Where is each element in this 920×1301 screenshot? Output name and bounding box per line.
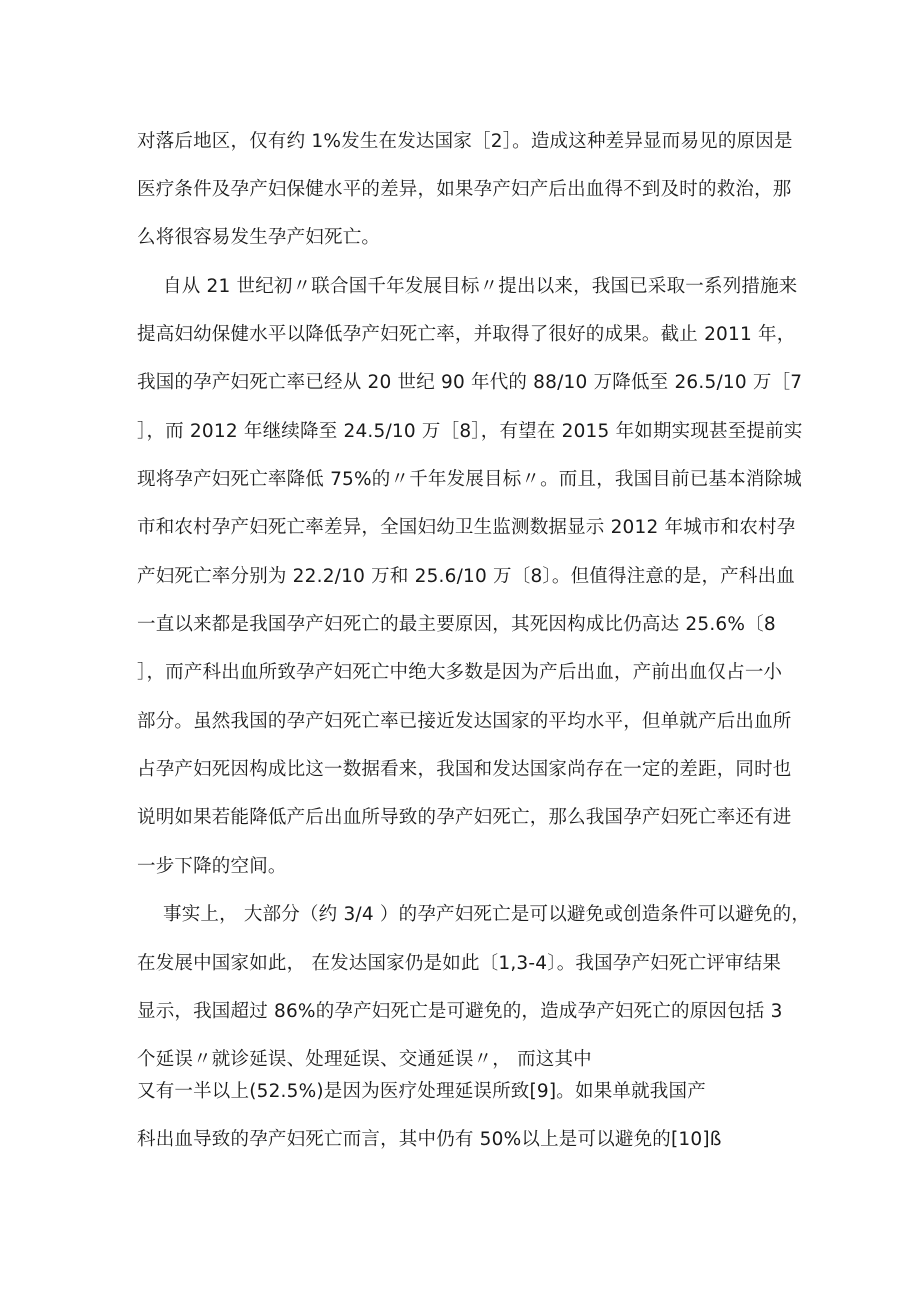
text-line: 现将孕产妇死亡率降低 75%的〃千年发展目标〃。而且，我国目前已基本消除城 [137, 469, 802, 490]
text-line: 医疗条件及孕产妇保健水平的差异，如果孕产妇产后出血得不到及时的救治，那 [137, 179, 792, 200]
text-line: 对落后地区，仅有约 1%发生在发达国家［2］。造成这种差异显而易见的原因是 [137, 131, 793, 152]
text-line: 在发展中国家如此， 在发达国家仍是如此〔1,3-4〕。我国孕产妇死亡评审结果 [137, 953, 782, 974]
text-line: 我国的孕产妇死亡率已经从 20 世纪 90 年代的 88/10 万降低至 26.5/10 万［7 [137, 372, 803, 393]
text-line: 一步下降的空间。 [137, 856, 287, 877]
text-line: 显示，我国超过 86%的孕产妇死亡是可避免的，造成孕产妇死亡的原因包括 3 [137, 1001, 783, 1022]
text-line: 产妇死亡率分别为 22.2/10 万和 25.6/10 万〔8〕。但值得注意的是，产科出血 [137, 566, 795, 587]
text-line: 市和农村孕产妇死亡率差异，全国妇幼卫生监测数据显示 2012 年城市和农村孕 [137, 517, 796, 538]
text-line: 个延误〃就诊延误、处理延误、交通延误〃， 而这其中 [137, 1049, 592, 1070]
text-line: 事实上， 大部分（约 3/4 ）的孕产妇死亡是可以避免或创造条件可以避免的， [163, 904, 811, 925]
text-line: ］，而 2012 年继续降至 24.5/10 万［8］，有望在 2015 年如期实现甚至提前实 [137, 421, 803, 442]
text-line: 部分。虽然我国的孕产妇死亡率已接近发达国家的平均水平，但单就产后出血所 [137, 711, 792, 732]
text-line: 提高妇幼保健水平以降低孕产妇死亡率，并取得了很好的成果。截止 2011 年， [137, 324, 796, 345]
text-line: 自从 21 世纪初〃联合国千年发展目标〃提出以来，我国已采取一系列措施来 [163, 276, 798, 297]
text-line: 科出血导致的孕产妇死亡而言，其中仍有 50%以上是可以避免的[10]ß [137, 1129, 722, 1150]
text-line: 占孕产妇死因构成比这一数据看来，我国和发达国家尚存在一定的差距，同时也 [137, 759, 792, 780]
text-line: 又有一半以上(52.5%)是因为医疗处理延误所致[9]。如果单就我国产 [137, 1081, 706, 1102]
text-line: 一直以来都是我国孕产妇死亡的最主要原因，其死因构成比仍高达 25.6%〔8 [137, 614, 776, 635]
text-line: 么将很容易发生孕产妇死亡。 [137, 227, 381, 248]
text-line: 说明如果若能降低产后出血所导致的孕产妇死亡，那么我国孕产妇死亡率还有进 [137, 807, 792, 828]
text-line: ］，而产科出血所致孕产妇死亡中绝大多数是因为产后出血，产前出血仅占一小 [137, 662, 783, 683]
